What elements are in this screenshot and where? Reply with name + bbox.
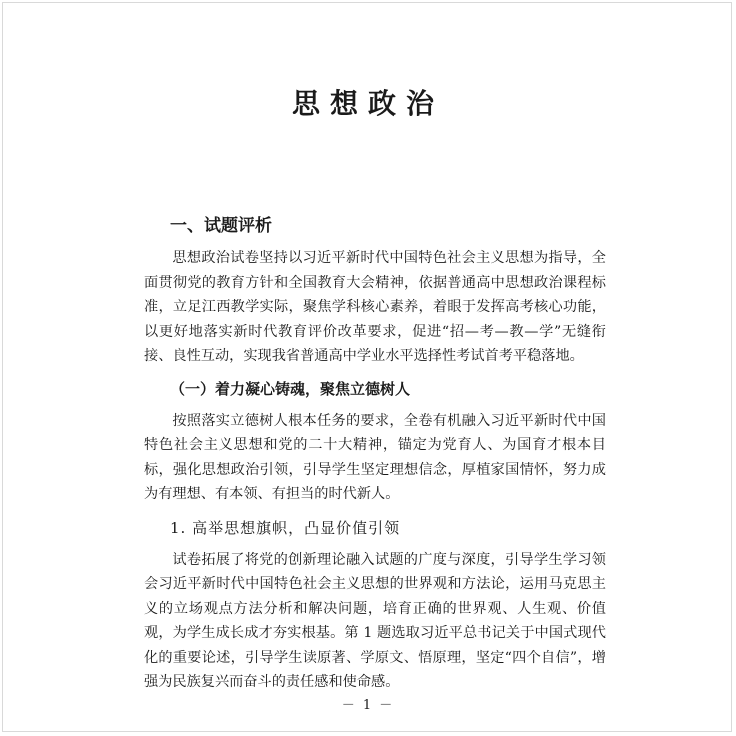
point-heading: 1. 高举思想旗帜，凸显价值引领 <box>170 518 401 537</box>
subsection-paragraph: 按照落实立德树人根本任务的要求，全卷有机融入习近平新时代中国特色社会主义思想和党的二十大精神，锚定为党育人、为国育才根本目标，强化思想政治引领，引导学生坚定理想信念，厚植家国情怀，努力成为有理想、有本领、有担当的时代新人。 <box>144 412 606 502</box>
page-title: 思想政治 <box>291 87 444 120</box>
subsection-heading: （一）着力凝心铸魂，聚焦立德树人 <box>170 379 411 398</box>
document-body <box>144 212 606 695</box>
section-paragraph: 思想政治试卷坚持以习近平新时代中国特色社会主义思想为指导，全面贯彻党的教育方针和全国教育大会精神，依据普通高中思想政治课程标准，立足江西教学实际，聚焦学科核心素养，着眼于发挥高考核心功能，以更好地落实新时代教育评价改革要求，促进“招—考—教—学”无缝衔接、良性互动，实现我省普通高中学业水平选择性考试首考平稳落地。 <box>144 250 606 364</box>
point-paragraph: 试卷拓展了将党的创新理论融入试题的广度与深度，引导学生学习领会习近平新时代中国特色社会主义思想的世界观和方法论，运用马克思主义的立场观点方法分析和解决问题，培育正确的世界观、人生观、价值观，为学生成长成才夯实根基。第 1 题选取习近平总书记关于中国式现代化的重要论述，引导学生读原著、学原文、悟原理，坚定“四个自信”，增强为民族复兴而奋斗的责任感和使命感。 <box>144 551 606 690</box>
section-heading: 一、试题评析 <box>170 216 272 236</box>
page-number: － 1 － <box>341 698 395 713</box>
